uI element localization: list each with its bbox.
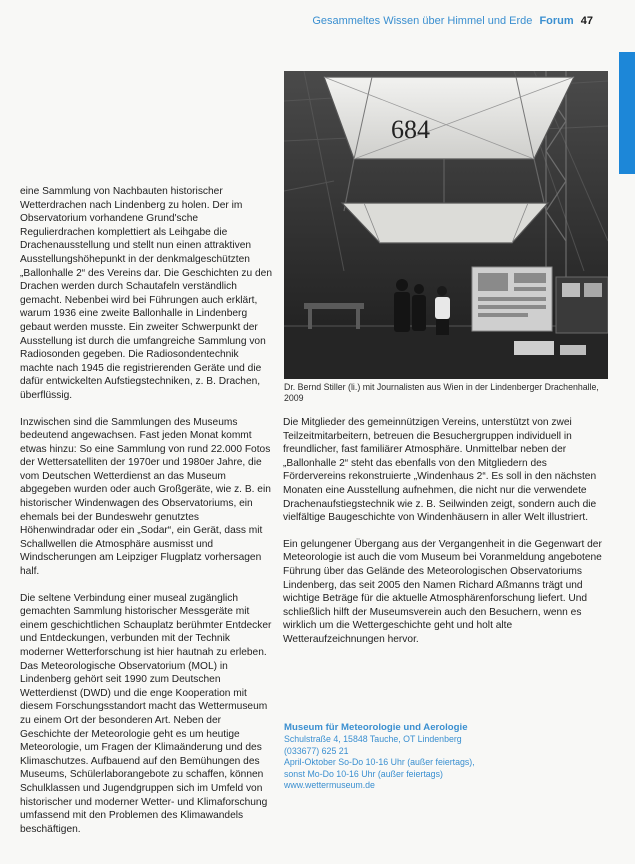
opening-hours-summer: April-Oktober So-Do 10-16 Uhr (außer feiertags), [284,757,475,768]
page-number: 47 [580,15,593,27]
paragraph: eine Sammlung von Nachbauten historischer Wetterdrachen nach Lindenberg zu holen. Der im Observatorium vorhandene Grund'sche Regulierdrachen komplettiert als Leihgabe die Drachenausstellung und stellt nun einen attraktiven Ausstellungshöhepunkt in der denkmalgeschützten „Ballonhalle 2“ des Vereins dar. Die Geschichten zu den Drachen werden durch Schautafeln verständlich gemacht. Nebenbei wird bei Führungen auch erklärt, warum 1936 eine zweite Ballonhalle in Lindenberg gebaut werden musste. Ein zweiter Schwerpunkt der Ausstellung ist durch die umfangreiche Sammlung von Radiosonden gegeben. Die Radiosondentechnik machte nach 1945 die registrierenden Geräte und die dafür entwickelten Aufstiegstechniken, z. B. Drachen, überflüssig. [20,186,273,401]
right-column [283,416,608,660]
photo-caption: Dr. Bernd Stiller (li.) mit Journalisten aus Wien in der Lindenberger Drachenhalle, 2009 [284,382,599,403]
museum-website: www.wettermuseum.de [284,780,375,791]
museum-address: Schulstraße 4, 15848 Tauche, OT Lindenberg [284,734,462,745]
running-title: Gesammeltes Wissen über Himmel und Erde [312,15,533,27]
museum-name: Museum für Meteorologie und Aerologie [284,722,468,733]
paragraph: Inzwischen sind die Sammlungen des Museums bedeutend angewachsen. Fast jeden Monat kommt etwas hinzu: So eine Sammlung von rund 22.000 Fotos der Wettersatelliten der 1970er und 1980er Jahre, die vom Deutschen Wetterdienst an das Museum abgegeben wurden oder auch Großgeräte, wie z. B. ein historischer Windenwagen des Observatoriums, ein ehemals bei der Bundeswehr genutztes Höhenwindradar oder ein „Sodar“, ein Gerät, dass mit Schallwellen die Atmosphäre ausmisst und Windscherungen am Leipziger Flugplatz vorhersagen half. [20,416,271,578]
opening-hours-winter: sonst Mo-Do 10-16 Uhr (außer feiertags) [284,768,443,779]
kite-number: 684 [391,115,430,144]
museum-phone: (033677) 625 21 [284,745,349,756]
paragraph: Die seltene Verbindung einer museal zugänglich gemachten Sammlung historischer Messgeräte mit einem geschichtlichen Schauplatz berühmter Entdecker und Entdeckungen, verbunden mit der Technik moderner Wetterforschung ist hier hautnah zu erleben. Das Meteorologische Observatorium (MOL) in Lindenberg gehört seit 1990 zum Deutschen Wetterdienst (DWD) und die enge Kooperation mit diesem Forschungsstandort macht das Wettermuseum zu einem Ort der besonderen Art. Neben der Geschichte der Meteorologie geht es um heutige Meteorologie, um Fragen der Klimaänderung und des Klimaschutzes. Aufbauend auf den Bemühungen des Museums, Schülerlaborangebote zu schaffen, können Schulklassen und Jugendgruppen sich im Umfeld von historischer und moderner Wetter- und Klimaforschung umfassend mit den Problemen des Klimawandels beschäftigen. [20,592,272,835]
museum-info-box [284,722,609,791]
paragraph: Die Mitglieder des gemeinnützigen Vereins, unterstützt von zwei Teilzeitmitarbeitern, betreuen die Besuchergruppen individuell in freundlicher, fast familiärer Atmosphäre. Unmittelbar neben der „Ballonhalle 2“ steht das ebenfalls von den Mitgliedern des Fördervereins rekonstruierte „Windenhaus 2“. Es soll in den nächsten Monaten eine Ausstellung aufnehmen, die nicht nur die verwendete Drachenaufstiegstechnik wie z. B. Seilwinden zeigt, sondern auch die vielfältige Baugeschichte von Windenhäusern in aller Welt illustriert. [283,417,597,524]
section-label: Forum [539,15,574,27]
paragraph: Ein gelungener Übergang aus der Vergangenheit in die Gegenwart der Meteorologie ist auch die vom Museum bei Voranmeldung angebotene Führung über das Gelände des Meteorologischen Observatoriums Lindenberg, das seit 2005 den Namen Richard Aßmanns trägt und wichtige Beträge für die aktuelle Atmosphärenforschung liefert. Und schließlich hilft der Museumsverein auch den Besuchern, wenn es wirklich um die Wettergeschichte geht und holt alte Wetteraufzeichnungen hervor. [283,538,602,645]
running-header [312,15,593,27]
left-column [20,185,272,849]
section-tab-marker [619,52,635,174]
kite-photo [284,71,608,379]
